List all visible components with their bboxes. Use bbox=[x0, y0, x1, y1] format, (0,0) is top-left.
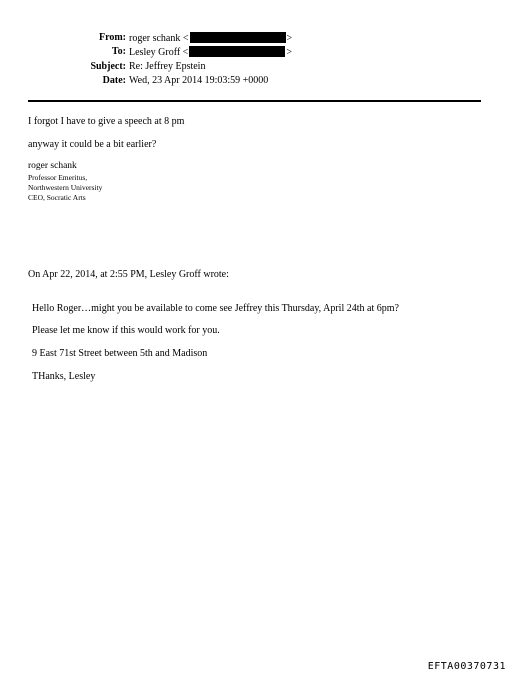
redaction-box bbox=[190, 32, 286, 43]
document-id-stamp: EFTA00370731 bbox=[427, 661, 506, 672]
date-value: Wed, 23 Apr 2014 19:03:59 +0000 bbox=[129, 75, 269, 86]
quoted-line-1: Hello Roger…might you be available to come see Jeffrey this Thursday, April 24th at 6pm? bbox=[32, 303, 399, 314]
quoted-line-4: THanks, Lesley bbox=[32, 371, 96, 382]
to-label: To: bbox=[111, 46, 126, 57]
to-suffix: > bbox=[286, 47, 292, 58]
subject-label: Subject: bbox=[90, 61, 126, 72]
redaction-box bbox=[189, 46, 285, 57]
signature-org: Northwestern University bbox=[28, 183, 103, 192]
reply-line-2: anyway it could be a bit earlier? bbox=[28, 139, 157, 150]
header-divider bbox=[28, 100, 481, 102]
quoted-line-2: Please let me know if this would work for you. bbox=[32, 325, 220, 336]
from-suffix: > bbox=[286, 33, 293, 44]
reply-line-1: I forgot I have to give a speech at 8 pm bbox=[28, 116, 185, 127]
quoted-attribution: On Apr 22, 2014, at 2:55 PM, Lesley Groff wrote: bbox=[28, 269, 229, 280]
from-label: From: bbox=[98, 32, 126, 43]
subject-value: Re: Jeffrey Epstein bbox=[129, 61, 206, 72]
signature-role: CEO, Socratic Arts bbox=[28, 193, 86, 202]
to-value bbox=[129, 46, 292, 59]
date-label: Date: bbox=[102, 75, 126, 86]
signature-title: Professor Emeritus, bbox=[28, 173, 88, 182]
signature-name: roger schank bbox=[28, 161, 77, 171]
quoted-line-3: 9 East 71st Street between 5th and Madison bbox=[32, 348, 208, 359]
from-value bbox=[129, 32, 292, 45]
to-name: Lesley Groff < bbox=[129, 47, 189, 58]
from-name: roger schank < bbox=[129, 33, 189, 44]
